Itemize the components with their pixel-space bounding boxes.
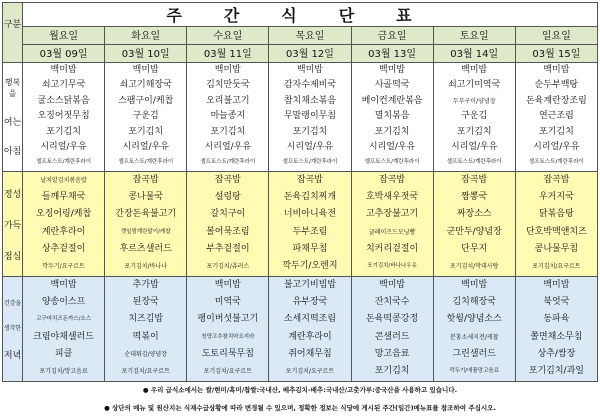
lunch-label-1: 정성 [3, 189, 22, 200]
menu-item: 연근조림 [538, 111, 574, 122]
menu-item: 후르츠샐러드 [119, 243, 172, 254]
dinner-menu-day-3 [187, 277, 269, 382]
menu-item: 구운김 [461, 111, 488, 122]
menu-item: 셀프토스트/계란후라이 [200, 159, 256, 166]
menu-item: 시리얼/우유 [450, 142, 498, 153]
date-header-3: 03월 11일 [187, 45, 269, 63]
menu-item: 잡곡밥 [543, 175, 570, 185]
menu-item: 분홍소세지전/케찹 [450, 333, 499, 341]
menu-item: 포기김치 [538, 126, 574, 137]
dinner-menu-day-1 [23, 277, 105, 382]
day-header-row [3, 27, 598, 45]
date-header-5: 03월 13일 [351, 45, 433, 63]
menu-item: 깍두기/애플망고음료 [449, 368, 500, 375]
menu-item: 콩나물무침 [534, 243, 579, 254]
lunch-menu-day-2 [105, 172, 187, 277]
menu-item: 순대튀김/양념장 [124, 350, 167, 358]
menu-item: 백미밥 [461, 65, 488, 75]
menu-item: 간장돈육불고기 [115, 209, 177, 220]
menu-item: 양송이스프 [41, 297, 86, 308]
day-header-6: 토요일 [433, 27, 515, 45]
menu-item: 피클 [54, 348, 73, 359]
menu-item: 북엇국 [543, 297, 570, 308]
menu-item: 굴소스닭볶음 [37, 95, 90, 106]
menu-item: 포기김치/망고음료 [39, 368, 88, 376]
weekly-menu-table [2, 2, 598, 382]
menu-item: 그린샐러드 [452, 348, 496, 359]
menu-item: 들깨무채국 [41, 192, 86, 203]
menu-item: 포기김치 [456, 126, 492, 137]
day-header-3: 수요일 [187, 27, 269, 45]
menu-item: 백미밥 [50, 65, 77, 75]
menu-item: 포기김치 [374, 126, 410, 137]
menu-item: 잡곡밥 [132, 175, 159, 185]
lunch-row [3, 172, 598, 277]
menu-item: 시리얼/우유 [204, 142, 252, 153]
menu-item: 우거지국 [538, 192, 574, 203]
menu-item: 깻잎쌈계란말이/케찹 [120, 228, 171, 235]
breakfast-menu-day-3 [187, 63, 269, 172]
change-notice-text: ● 상단의 메뉴 및 원산지는 식재수급상황에 따라 변경될 수 있으며, 정확한 정보는 식당에 게시된 주간(일간)메뉴표를 참조하여 주십시오. [104, 404, 496, 412]
menu-item: 쇠고기미역국 [448, 80, 501, 91]
menu-item: 스팸구이/케찹 [118, 95, 174, 106]
breakfast-label [3, 63, 23, 172]
date-header-2: 03월 10일 [105, 45, 187, 63]
menu-item: 오리불고기 [206, 95, 250, 106]
menu-item: 베이컨계란볶음 [361, 95, 423, 106]
menu-item: 핫윙/양념소스 [446, 314, 502, 325]
breakfast-menu-day-2 [105, 63, 187, 172]
menu-item: 시리얼/우유 [286, 142, 334, 153]
menu-item: 단무지 [461, 243, 488, 254]
menu-item: 백미밥 [132, 65, 159, 75]
day-header-7: 일요일 [515, 27, 597, 45]
breakfast-label-2: 여는 [3, 118, 22, 128]
dinner-row [3, 277, 598, 382]
menu-item: 계란후라이 [288, 331, 332, 342]
menu-item: 백미밥 [214, 280, 241, 290]
menu-item: 포기김치/바나나우유 [367, 263, 417, 270]
menu-item: 포기김치/요구르트 [285, 368, 335, 376]
menu-item: 치커리겉절이 [365, 243, 419, 254]
menu-item: 셀프토스트/계란후라이 [446, 159, 502, 166]
menu-item: 시리얼/우유 [533, 142, 580, 153]
menu-item: 짬뽕국 [461, 192, 488, 203]
breakfast-row [3, 63, 598, 172]
day-header-1: 월요일 [23, 27, 105, 45]
menu-item: 추가밥 [132, 280, 159, 290]
breakfast-label-1: 행복을 [4, 78, 21, 98]
menu-item: 팽이버섯불고기 [197, 314, 259, 325]
menu-item: 상추/쌈장 [537, 348, 576, 359]
menu-item: 시리얼/우유 [122, 142, 169, 153]
menu-item: 셀프토스트/계란후라이 [364, 159, 420, 166]
menu-item: 청양고추참치마요지라 [201, 333, 255, 340]
menu-item: 시리얼/우유 [40, 142, 87, 153]
lunch-label [3, 172, 23, 277]
menu-item: 너비아니육전 [283, 209, 337, 220]
menu-item: 포기김치/바나나 [124, 263, 167, 271]
menu-item: 부추겉절이 [206, 243, 250, 254]
menu-item: 백미밥 [214, 65, 241, 75]
menu-item: 멸치볶음 [374, 111, 410, 122]
menu-item: 오징어젓무침 [37, 111, 90, 122]
day-header-5: 금요일 [351, 27, 433, 45]
menu-item: 포기김치 [46, 126, 81, 137]
menu-item: 닭볶음탕 [538, 209, 574, 220]
lunch-menu-day-1 [23, 172, 105, 277]
date-header-row [3, 45, 598, 63]
menu-item: 셀프토스트/계란후라이 [528, 159, 584, 166]
menu-item: 포기김치/요구르트 [121, 368, 170, 376]
menu-item: 잡곡밥 [461, 175, 488, 185]
menu-item: 잡곡밥 [296, 175, 323, 185]
menu-item: 글레이즈드모닝빵 [368, 228, 416, 236]
menu-item: 동파육 [543, 314, 570, 325]
gubun-header: 구분 [3, 3, 23, 63]
menu-item: 쥐어채무침 [288, 348, 332, 359]
menu-item: 된장국 [132, 297, 159, 308]
menu-item: 콩나물국 [128, 192, 164, 203]
dinner-menu-day-5 [351, 277, 433, 382]
menu-item: 갈치구이 [210, 209, 246, 220]
menu-item: 잡곡밥 [379, 175, 406, 185]
day-header-2: 화요일 [105, 27, 187, 45]
menu-item: 잔치국수 [374, 297, 410, 308]
menu-item: 계란후라이 [41, 226, 86, 237]
menu-item: 파채무침 [292, 243, 328, 254]
date-header-7: 03월 15일 [515, 45, 597, 63]
menu-item: 포기김치 [374, 366, 410, 377]
menu-item: 셀프토스트/계란후라이 [36, 159, 92, 166]
menu-item: 상추겉절이 [41, 243, 86, 254]
menu-item: 포기김치 [292, 126, 328, 137]
menu-item: 포기김치/요구르트 [203, 368, 253, 376]
menu-item: 호박새우젓국 [365, 192, 419, 203]
menu-item: 불고기비빔밥 [283, 280, 337, 290]
date-header-6: 03월 14일 [433, 45, 515, 63]
menu-item: 김치해장국 [452, 297, 496, 308]
menu-item: 포기김치/막대사탕 [450, 263, 499, 271]
menu-item: 콘샐러드 [374, 331, 410, 342]
dinner-menu-day-7 [515, 277, 597, 382]
menu-item: 볼어묵조림 [206, 226, 250, 237]
origin-notice: ● 우리 급식소에서는 쌀/현미/흑미/찹쌀:국내산, 배추김치-배추:국내산/고춧가루:중국산을 사용하고 있습니다. [142, 386, 458, 394]
menu-item: 치즈김밥 [128, 314, 164, 325]
dinner-menu-day-2 [105, 277, 187, 382]
menu-item: 감자수제비국 [283, 80, 337, 91]
menu-item: 백미밥 [296, 65, 323, 75]
menu-item: 셀프토스트/계란후라이 [282, 159, 338, 166]
menu-item: 백미밥 [543, 65, 570, 75]
menu-item: 오징어링/케찹 [35, 209, 92, 220]
menu-item: 셀프토스트/계란후라이 [118, 159, 174, 166]
menu-item: 두부조림 [292, 226, 328, 237]
lunch-menu-day-6 [433, 172, 515, 277]
menu-item: 순두부백탕 [534, 80, 579, 91]
menu-item: 쇠고기무국 [41, 80, 86, 91]
menu-item: 포기김치/과일 [528, 366, 584, 377]
dinner-menu-day-6 [433, 277, 515, 382]
lunch-label-2: 가득 [3, 220, 22, 231]
menu-item: 미역국 [214, 297, 241, 308]
menu-item: 날치알김치볶음밥 [40, 177, 87, 184]
menu-item: 군만두/양념장 [446, 226, 502, 237]
lunch-menu-day-4 [269, 172, 351, 277]
menu-item: 백미밥 [543, 280, 570, 290]
menu-item: 도토리묵무침 [201, 348, 254, 359]
menu-item: 사골떡국 [374, 80, 410, 91]
menu-item: 깍두기/요구르트 [42, 263, 85, 271]
menu-item: 소세지떡조림 [283, 314, 337, 325]
breakfast-label-3: 아침 [3, 147, 22, 157]
page-title: 주간식단표 [23, 3, 598, 27]
menu-item: 백미밥 [379, 65, 406, 75]
menu-item: 포기김치/요구르트 [532, 263, 581, 271]
dinner-label-2: 생각한 [3, 324, 22, 332]
menu-item: 돈육떡콩강정 [365, 314, 419, 325]
menu-item: 깍두기/오렌지 [282, 261, 338, 272]
breakfast-menu-day-6 [433, 63, 515, 172]
menu-item: 잡곡밥 [214, 175, 241, 185]
menu-item: 포기김치 [210, 126, 246, 137]
menu-item: 쫄면채소무침 [530, 331, 583, 342]
lunch-menu-day-5 [351, 172, 433, 277]
breakfast-menu-day-4 [269, 63, 351, 172]
menu-item: 떡볶이 [132, 331, 159, 342]
breakfast-menu-day-5 [351, 63, 433, 172]
menu-item: 크림야채샐러드 [33, 331, 94, 342]
menu-item: 짜장소스 [456, 209, 492, 220]
lunch-menu-day-7 [515, 172, 597, 277]
menu-item: 유부장국 [292, 297, 328, 308]
lunch-label-3: 점심 [3, 251, 22, 262]
menu-item: 돈육김치찌개 [283, 192, 337, 203]
change-notice [0, 403, 600, 412]
dinner-menu-day-4 [269, 277, 351, 382]
menu-item: 참치채소볶음 [283, 95, 337, 106]
day-header-4: 목요일 [269, 27, 351, 45]
menu-item: 두부구이/양념장 [452, 97, 496, 105]
date-header-4: 03월 12일 [269, 45, 351, 63]
menu-item: 시리얼/우유 [368, 142, 416, 153]
menu-item: 구운김 [132, 111, 159, 122]
menu-item: 망고음료 [374, 348, 410, 359]
breakfast-menu-day-1 [23, 63, 105, 172]
dinner-label-3: 저녁 [3, 350, 22, 361]
lunch-menu-day-3 [187, 172, 269, 277]
menu-item: 김치만둣국 [206, 80, 250, 91]
menu-item: 고구마치즈돈까스/소스 [36, 316, 92, 323]
menu-item: 마늘종지 [210, 111, 246, 122]
breakfast-menu-day-7 [515, 63, 597, 172]
menu-item: 포기김치/츄러스 [206, 263, 250, 271]
menu-item: 백미밥 [50, 280, 77, 290]
menu-item: 포기김치 [128, 126, 164, 137]
menu-item: 고추장불고기 [365, 209, 419, 220]
menu-item: 단호박맥앤치즈 [525, 226, 587, 237]
dinner-label [3, 277, 23, 382]
menu-item: 쇠고기해장국 [119, 80, 172, 91]
dinner-label-1: 건강을 [3, 299, 22, 307]
menu-item: 백미밥 [461, 280, 488, 290]
menu-item: 무말랭이무침 [283, 111, 337, 122]
menu-item: 설렁탕 [214, 192, 241, 203]
menu-item: 백미밥 [379, 280, 406, 290]
date-header-1: 03월 09일 [23, 45, 105, 63]
menu-item: 돈육계란장조림 [525, 95, 587, 106]
